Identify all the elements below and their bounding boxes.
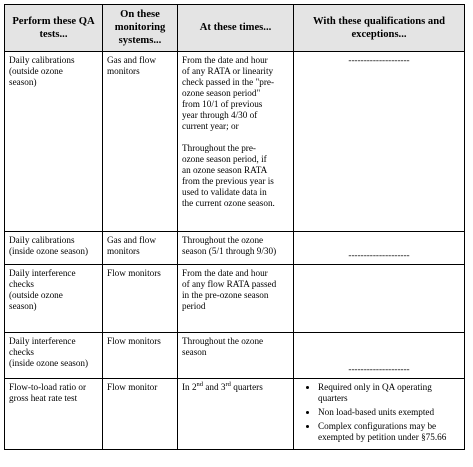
table-row xyxy=(5,51,465,231)
cell-times xyxy=(178,378,294,449)
cell-test xyxy=(5,51,103,231)
qualifications-dash: -------------------- xyxy=(348,363,410,374)
qualifications-dash: -------------------- xyxy=(348,249,410,260)
table-row xyxy=(5,332,465,378)
test-text: Daily interference checks (outside ozone season) xyxy=(9,267,76,311)
times-text xyxy=(182,382,289,393)
cell-systems xyxy=(103,51,178,231)
cell-test xyxy=(5,231,103,264)
qa-test-table xyxy=(4,4,465,450)
header-times: At these times... xyxy=(178,5,294,52)
cell-qualifications xyxy=(294,231,465,264)
systems-text: Flow monitor xyxy=(107,381,158,392)
header-qualifications: With these qualifications and exceptions... xyxy=(294,5,465,52)
header-qa-tests: Perform these QA tests... xyxy=(5,5,103,52)
ordinal-suffix: nd xyxy=(196,380,204,388)
cell-systems xyxy=(103,332,178,378)
table-row xyxy=(5,378,465,449)
test-text: Daily calibrations (outside ozone season) xyxy=(9,54,75,87)
test-text: Flow-to-load ratio or gross heat rate test xyxy=(9,381,87,403)
times-suffix: quarters xyxy=(230,381,263,392)
times-text: Throughout the ozone season (5/1 through 9/30) xyxy=(182,234,277,256)
systems-text: Gas and flow monitors xyxy=(107,234,156,256)
times-prefix: In 2 xyxy=(182,381,197,392)
ordinal-suffix: rd xyxy=(225,380,231,388)
list-item: • Required only in QA operating quarters xyxy=(318,382,460,404)
list-item: • Complex configurations may be exempted by petition under §75.66 xyxy=(318,421,460,443)
times-mid: and 3 xyxy=(203,381,226,392)
times-text: From the date and hour of any flow RATA passed in the pre-ozone season period xyxy=(182,267,277,311)
systems-text: Flow monitors xyxy=(107,335,161,346)
qualifications-list xyxy=(298,382,460,443)
test-text: Daily calibrations (inside ozone season) xyxy=(9,234,89,256)
table-header-row xyxy=(5,5,465,52)
qualifications-dash: -------------------- xyxy=(348,54,410,65)
cell-qualifications xyxy=(294,264,465,332)
cell-times xyxy=(178,332,294,378)
list-item: • Non load-based units exempted xyxy=(318,407,460,418)
cell-times xyxy=(178,264,294,332)
cell-qualifications xyxy=(294,332,465,378)
table-row xyxy=(5,231,465,264)
cell-systems xyxy=(103,378,178,449)
cell-test xyxy=(5,264,103,332)
cell-times xyxy=(178,231,294,264)
header-monitoring-systems: On these monitoring systems... xyxy=(103,5,178,52)
times-text: From the date and hour of any RATA or linearity check passed in the "pre- ozone season period" from 10/1 of previous year through 4/30 of current year; or Throughout the pre- ozone season period, if an ozone season RATA from the previous year is used to validate data in the current ozone season. xyxy=(182,54,275,209)
cell-systems xyxy=(103,231,178,264)
times-text: Throughout the ozone season xyxy=(182,335,264,357)
cell-test xyxy=(5,332,103,378)
table-row xyxy=(5,264,465,332)
cell-qualifications xyxy=(294,378,465,449)
cell-qualifications xyxy=(294,51,465,231)
systems-text: Flow monitors xyxy=(107,267,161,278)
cell-times xyxy=(178,51,294,231)
systems-text: Gas and flow monitors xyxy=(107,54,156,76)
test-text: Daily interference checks (inside ozone season) xyxy=(9,335,89,368)
cell-test xyxy=(5,378,103,449)
cell-systems xyxy=(103,264,178,332)
